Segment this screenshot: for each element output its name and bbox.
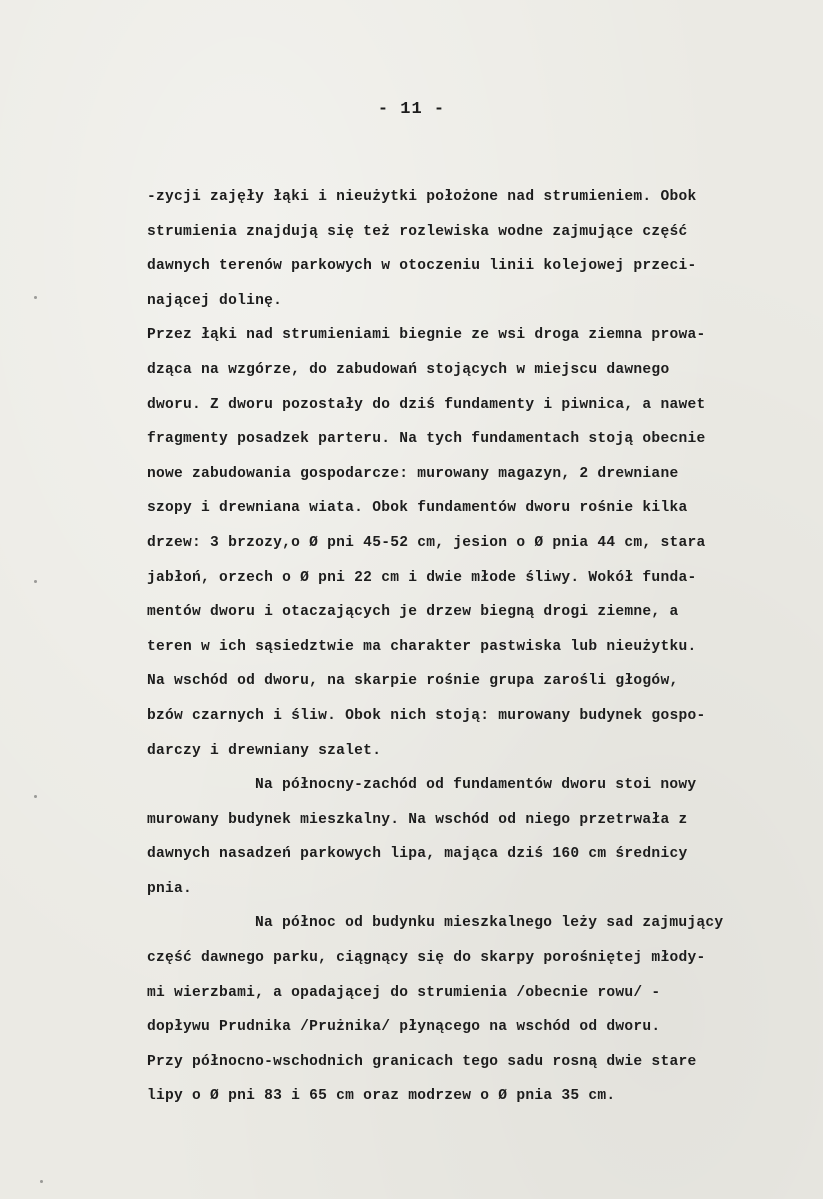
- scan-speck: [34, 296, 37, 299]
- text-line: dopływu Prudnika /Prużnika/ płynącego na wschód od dworu.: [147, 1019, 661, 1036]
- text-line: mentów dworu i otaczających je drzew biegną drogi ziemne, a: [147, 604, 679, 621]
- text-line: nowe zabudowania gospodarcze: murowany magazyn, 2 drewniane: [147, 465, 679, 482]
- text-line: murowany budynek mieszkalny. Na wschód od niego przetrwała z: [147, 811, 688, 828]
- page-number: - 11 -: [377, 100, 446, 119]
- text-line: Na wschód od dworu, na skarpie rośnie grupa zarośli głogów,: [147, 673, 679, 690]
- text-line: mi wierzbami, a opadającej do strumienia /obecnie rowu/ -: [147, 984, 661, 1001]
- text-line: bzów czarnych i śliw. Obok nich stoją: murowany budynek gospo-: [147, 707, 706, 724]
- text-line: darczy i drewniany szalet.: [147, 742, 382, 759]
- text-line: teren w ich sąsiedztwie ma charakter pastwiska lub nieużytku.: [147, 638, 697, 655]
- text-line: strumienia znajdują się też rozlewiska wodne zajmujące część: [147, 223, 688, 240]
- text-line: dworu. Z dworu pozostały do dziś fundamenty i piwnica, a nawet: [147, 396, 706, 413]
- scan-speck: [34, 795, 37, 798]
- text-line: dawnych nasadzeń parkowych lipa, mająca dziś 160 cm średnicy: [147, 846, 688, 863]
- text-line: jabłoń, orzech o Ø pni 22 cm i dwie młode śliwy. Wokół funda-: [147, 569, 697, 586]
- text-line: -zycji zajęły łąki i nieużytki położone nad strumieniem. Obok: [147, 189, 697, 205]
- text-line: Przez łąki nad strumieniami biegnie ze wsi droga ziemna prowa-: [147, 327, 706, 344]
- scan-speck: [40, 1180, 43, 1183]
- text-line: lipy o Ø pni 83 i 65 cm oraz modrzew o Ø pnia 35 cm.: [147, 1088, 616, 1105]
- text-line: Na północ od budynku mieszkalnego leży sad zajmujący: [255, 915, 724, 932]
- text-line: szopy i drewniana wiata. Obok fundamentów dworu rośnie kilka: [147, 500, 688, 517]
- body-text: [147, 180, 797, 1114]
- text-line: dząca na wzgórze, do zabudowań stojących w miejscu dawnego: [147, 361, 670, 378]
- scan-speck: [34, 580, 37, 583]
- text-line: Przy północno-wschodnich granicach tego sadu rosną dwie stare: [147, 1053, 697, 1070]
- text-line: Na północny-zachód od fundamentów dworu stoi nowy: [255, 777, 697, 794]
- text-line: część dawnego parku, ciągnący się do skarpy porośniętej młody-: [147, 950, 706, 967]
- text-line: dawnych terenów parkowych w otoczeniu linii kolejowej przeci-: [147, 258, 697, 275]
- text-line: drzew: 3 brzozy,o Ø pni 45-52 cm, jesion o Ø pnia 44 cm, stara: [147, 534, 706, 551]
- text-line: pnia.: [147, 880, 193, 897]
- text-line: fragmenty posadzek parteru. Na tych fundamentach stoją obecnie: [147, 431, 706, 448]
- text-line: nającej dolinę.: [147, 292, 283, 309]
